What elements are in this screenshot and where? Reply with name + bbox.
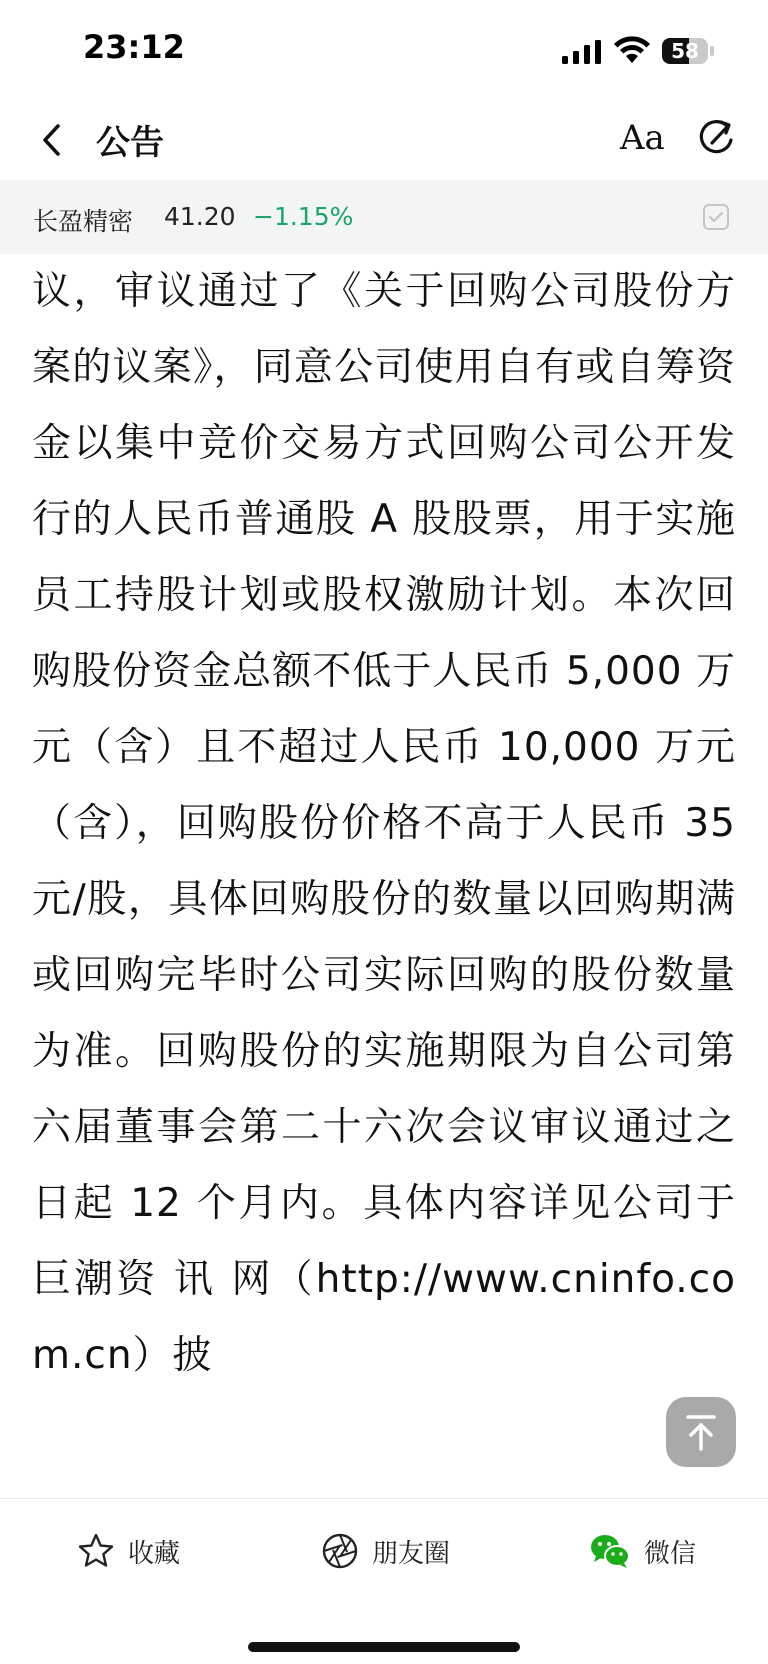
wechat-icon: [588, 1531, 632, 1571]
nav-bar: [0, 100, 768, 180]
announcement-content[interactable]: [0, 254, 768, 1498]
aperture-icon: [320, 1531, 360, 1571]
scroll-to-top-button[interactable]: [666, 1397, 736, 1467]
announcement-text: 议，审议通过了《关于回购公司股份方案的议案》，同意公司使用自有或自筹资金以集中竞价交易方式回购公司公开发行的人民币普通股 A 股股票，用于实施员工持股计划或股权激励计划。本次回购股份资金总额不低于人民币 5,000 万元（含）且不超过人民币 10,000 万元（含），回购股份价格不高于人民币 35 元/股，具体回购股份的数量以回购期满或回购完毕时公司实际回购的股份数量为准。回购股份的实施期限为自公司第六届董事会第二十六次会议审议通过之日起 12 个月内。具体内容详见公司于巨潮资 讯 网（http://www.cninfo.com.cn）披: [32, 269, 736, 1378]
moments-label: 朋友圈: [372, 1538, 451, 1569]
wifi-icon: [614, 36, 650, 64]
stock-change: −1.15%: [253, 202, 354, 231]
status-time: 23:12: [83, 28, 185, 66]
status-bar: [0, 0, 768, 100]
page-title: 公告: [96, 123, 164, 163]
refresh-share-icon[interactable]: [694, 116, 738, 160]
star-icon: [76, 1531, 116, 1571]
share-wechat-button[interactable]: [588, 1529, 696, 1573]
wechat-label: 微信: [644, 1538, 697, 1569]
favorite-label: 收藏: [128, 1538, 181, 1569]
share-moments-button[interactable]: [320, 1529, 450, 1573]
battery-percent: 58: [671, 39, 699, 63]
checkbox-icon[interactable]: [703, 204, 729, 230]
favorite-button[interactable]: [76, 1529, 180, 1573]
bottom-action-bar: [0, 1498, 768, 1664]
arrow-up-icon: [666, 1397, 736, 1467]
back-button[interactable]: [36, 118, 72, 162]
stock-price: 41.20: [164, 202, 236, 231]
font-size-button[interactable]: Aa: [620, 118, 665, 158]
battery-icon: [662, 38, 714, 66]
stock-quote-bar[interactable]: [0, 180, 768, 254]
cellular-signal-icon: [562, 40, 602, 64]
home-indicator: [248, 1642, 520, 1652]
stock-name: 长盈精密: [33, 207, 134, 236]
